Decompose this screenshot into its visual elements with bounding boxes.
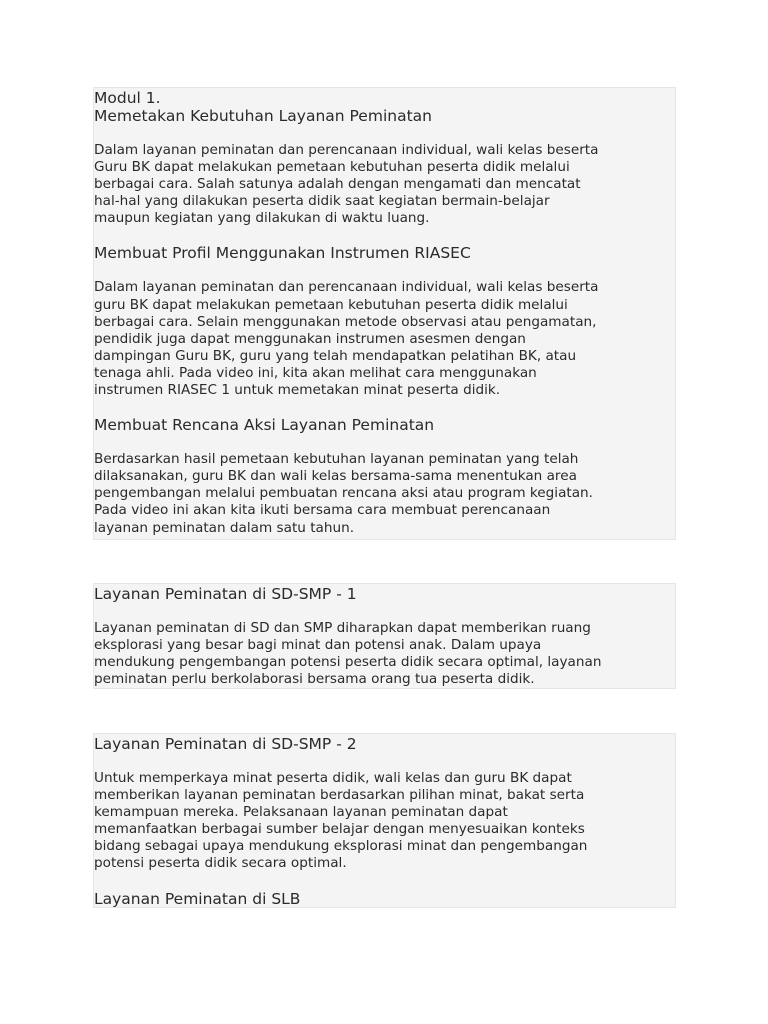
paragraph-line: Guru BK dapat melakukan pemetaan kebutuhan peserta didik melalui xyxy=(94,159,570,176)
paragraph-line: kemampuan mereka. Pelaksanaan layanan peminatan dapat xyxy=(94,804,508,821)
sd-smp-1-heading: Layanan Peminatan di SD-SMP - 1 xyxy=(94,585,357,603)
paragraph-line: eksplorasi yang besar bagi minat dan potensi anak. Dalam upaya xyxy=(94,637,542,654)
sd-smp-2-paragraph xyxy=(94,770,675,873)
action-plan-heading: Membuat Rencana Aksi Layanan Peminatan xyxy=(94,416,435,435)
paragraph-line: hal-hal yang dilakukan peserta didik saat kegiatan bermain-belajar xyxy=(94,193,550,210)
module-label: Modul 1. xyxy=(94,89,161,107)
module-section xyxy=(93,87,676,540)
paragraph-line: memanfaatkan berbagai sumber belajar dengan menyesuaikan konteks xyxy=(94,821,585,838)
paragraph-line: dilaksanakan, guru BK dan wali kelas bersama-sama menentukan area xyxy=(94,468,577,485)
paragraph-line: tenaga ahli. Pada video ini, kita akan melihat cara menggunakan xyxy=(94,364,537,381)
paragraph-line: maupun kegiatan yang dilakukan di waktu luang. xyxy=(94,210,430,227)
paragraph-line: berbagai cara. Salah satunya adalah dengan mengamati dan mencatat xyxy=(94,176,581,193)
paragraph-line: memberikan layanan peminatan berdasarkan pilihan minat, bakat serta xyxy=(94,787,585,804)
paragraph-line: Dalam layanan peminatan dan perencanaan individual, wali kelas beserta xyxy=(94,142,599,158)
paragraph-line: layanan peminatan dalam satu tahun. xyxy=(94,519,355,536)
paragraph-line: Pada video ini akan kita ikuti bersama cara membuat perencanaan xyxy=(94,502,551,519)
action-plan-paragraph xyxy=(94,451,675,536)
paragraph-line: guru BK dapat melakukan pemetaan kebutuhan peserta didik melalui xyxy=(94,296,568,313)
paragraph-line: mendukung pengembangan potensi peserta didik secara optimal, layanan xyxy=(94,654,602,671)
sd-smp-1-paragraph xyxy=(94,620,675,688)
riasec-heading: Membuat Profil Menggunakan Instrumen RIASEC xyxy=(94,244,471,263)
module-paragraph-1 xyxy=(94,142,675,227)
sd-smp-2-section xyxy=(93,733,676,908)
module-title xyxy=(94,89,675,125)
paragraph-line: berbagai cara. Selain menggunakan metode observasi atau pengamatan, xyxy=(94,313,597,330)
sd-smp-1-section xyxy=(93,583,676,689)
paragraph-line: Dalam layanan peminatan dan perencanaan individual, wali kelas beserta xyxy=(94,279,599,296)
riasec-paragraph xyxy=(94,279,675,399)
module-heading: Memetakan Kebutuhan Layanan Peminatan xyxy=(94,107,432,125)
paragraph-line: Layanan peminatan di SD dan SMP diharapkan dapat memberikan ruang xyxy=(94,620,591,636)
paragraph-line: instrumen RIASEC 1 untuk memetakan minat peserta didik. xyxy=(94,382,501,399)
slb-heading: Layanan Peminatan di SLB xyxy=(94,889,301,908)
paragraph-line: potensi peserta didik secara optimal. xyxy=(94,855,347,872)
paragraph-line: Berdasarkan hasil pemetaan kebutuhan layanan peminatan yang telah xyxy=(94,451,579,468)
paragraph-line: Untuk memperkaya minat peserta didik, wali kelas dan guru BK dapat xyxy=(94,770,572,786)
paragraph-line: dampingan Guru BK, guru yang telah mendapatkan pelatihan BK, atau xyxy=(94,347,577,364)
paragraph-line: peminatan perlu berkolaborasi bersama orang tua peserta didik. xyxy=(94,671,535,688)
paragraph-line: bidang sebagai upaya mendukung eksplorasi minat dan pengembangan xyxy=(94,838,588,855)
paragraph-line: pengembangan melalui pembuatan rencana aksi atau program kegiatan. xyxy=(94,485,593,502)
sd-smp-2-heading: Layanan Peminatan di SD-SMP - 2 xyxy=(94,735,357,753)
paragraph-line: pendidik juga dapat menggunakan instrumen asesmen dengan xyxy=(94,330,526,347)
